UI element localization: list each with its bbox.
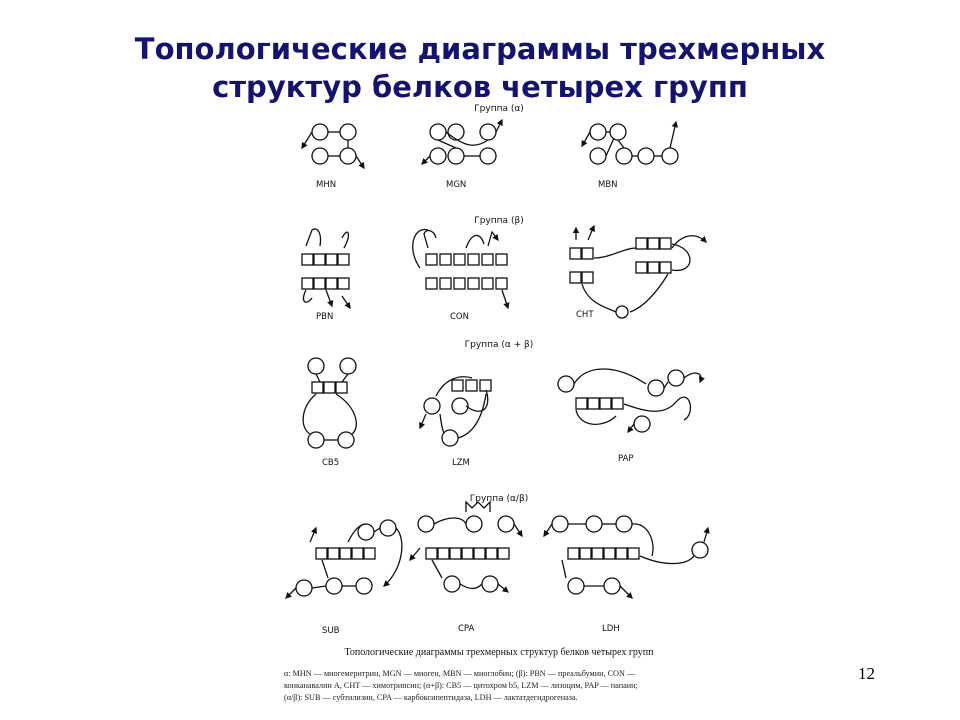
chain-path [488, 232, 498, 246]
strand-box [338, 254, 349, 265]
helix-circle [648, 380, 664, 396]
strand-box [302, 278, 313, 289]
chain-path [460, 584, 482, 589]
strand-box [568, 548, 579, 559]
chain-path [310, 528, 316, 542]
protein-label-mhn: MHN [316, 180, 337, 190]
strand-box [616, 548, 627, 559]
chain-path [424, 231, 436, 248]
legend-line-3: (α/β): SUB — субтилизин, CPA — карбоксипептидаза, LDH — лактатдегидрогеназа. [284, 693, 578, 702]
helix-circle [296, 580, 312, 596]
group-alpha-plus-beta-heading: Группа (α + β) [464, 340, 534, 350]
strand-box [612, 398, 623, 409]
strand-box [336, 382, 347, 393]
chain-path [594, 248, 636, 258]
helix-circle [340, 148, 356, 164]
protein-label-ldh: LDH [602, 624, 620, 634]
strand-box [498, 548, 509, 559]
legend-line-1: α: MHN — миогемеритрин, MGN — миоген, MBN — миоглобин; (β): PBN — преальбумин, CON — [284, 669, 636, 678]
helix-circle [498, 516, 514, 532]
helix-circle [480, 148, 496, 164]
strand-box [452, 380, 463, 391]
helix-circle [638, 148, 654, 164]
chain-path [514, 524, 522, 536]
chain-path [496, 120, 502, 132]
chain-path [672, 244, 690, 270]
group-alpha-over-beta-heading: Группа (α/β) [469, 494, 529, 504]
chain-path [606, 138, 614, 156]
chain-path [342, 296, 350, 308]
strand-box [468, 278, 479, 289]
helix-circle [568, 578, 584, 594]
protein-label-con: CON [450, 312, 469, 322]
strand-box [338, 278, 349, 289]
chain-path [670, 122, 676, 148]
chain-path [304, 290, 312, 302]
helix-circle [558, 376, 574, 392]
strand-box [426, 548, 437, 559]
helix-circle [482, 576, 498, 592]
protein-label-lzm: LZM [452, 458, 470, 468]
chain-path [624, 397, 690, 420]
title-line-2: структур белков четырех групп [212, 70, 748, 104]
chain-path [576, 410, 616, 424]
chain-path [432, 560, 442, 578]
strand-box [660, 262, 671, 273]
chain-path [466, 235, 484, 248]
helix-circle [418, 516, 434, 532]
chain-path [704, 528, 708, 542]
helix-circle [448, 124, 464, 140]
helix-circle [356, 578, 372, 594]
strand-box [636, 238, 647, 249]
chain-path [374, 528, 380, 532]
chain-path [458, 394, 486, 438]
group-beta-heading: Группа (β) [474, 216, 524, 226]
strand-box [450, 548, 461, 559]
protein-label-sub: SUB [322, 626, 340, 636]
strand-box [328, 548, 339, 559]
helix-circle [444, 576, 460, 592]
strand-box [426, 254, 437, 265]
strand-box [426, 278, 437, 289]
strand-box [570, 272, 581, 283]
strand-box [486, 548, 497, 559]
strand-box [600, 398, 611, 409]
helix-circle [668, 370, 684, 386]
helix-circle [604, 578, 620, 594]
figure-caption: Топологические диаграммы трехмерных структур белков четырех групп [344, 647, 654, 658]
helix-circle [312, 124, 328, 140]
helix-circle [312, 148, 328, 164]
slide-number: 12 [858, 664, 875, 683]
strand-box [482, 278, 493, 289]
group-alpha-heading: Группа (α) [474, 104, 524, 114]
topology-figure [276, 98, 722, 710]
protein-label-cb5: CB5 [322, 458, 340, 468]
helix-circle [466, 516, 482, 532]
chain-path [440, 414, 444, 432]
chain-path [356, 156, 364, 168]
protein-label-pbn: PBN [316, 312, 334, 322]
helix-circle [552, 516, 568, 532]
chain-path [544, 524, 552, 536]
helix-circle [340, 124, 356, 140]
strand-box [468, 254, 479, 265]
protein-label-cht: CHT [576, 310, 594, 320]
chain-path [672, 236, 706, 248]
chain-path [326, 290, 332, 306]
helix-circle [590, 148, 606, 164]
strand-box [314, 278, 325, 289]
chain-path [410, 548, 420, 560]
topology-diagrams-drawing [276, 98, 722, 646]
strand-box [480, 380, 491, 391]
strand-box [604, 548, 615, 559]
strand-box [588, 398, 599, 409]
helix-circle [430, 124, 446, 140]
helix-circle [616, 148, 632, 164]
strand-box [326, 278, 337, 289]
helix-circle [380, 520, 396, 536]
legend-line-2: конканавалин A, CHT — химотрипсин; (α+β): CB5 — цитохром b5, LZM — лизоцим, PAP — папаин; [284, 681, 638, 690]
chain-path [302, 132, 312, 148]
strand-box [582, 248, 593, 259]
strand-box [454, 278, 465, 289]
protein-label-cpa: CPA [458, 624, 475, 634]
strand-box [648, 238, 659, 249]
strand-box [570, 248, 581, 259]
chain-path [588, 226, 594, 240]
chain-path [336, 394, 356, 434]
chain-path [620, 586, 632, 598]
strand-box [474, 548, 485, 559]
chain-path [684, 373, 701, 382]
strand-box [440, 278, 451, 289]
chain-path [562, 560, 566, 578]
strand-box [314, 254, 325, 265]
strand-box [580, 548, 591, 559]
helix-circle [448, 148, 464, 164]
strand-box [660, 238, 671, 249]
helix-circle [616, 516, 632, 532]
helix-circle [586, 516, 602, 532]
strand-box [582, 272, 593, 283]
chain-path [312, 586, 326, 588]
strand-box [462, 548, 473, 559]
strand-box [592, 548, 603, 559]
strand-box [340, 548, 351, 559]
helix-circle [430, 148, 446, 164]
chain-path [322, 560, 328, 578]
helix-circle [308, 358, 324, 374]
strand-box [496, 254, 507, 265]
protein-label-mbn: MBN [598, 180, 618, 190]
helix-circle [590, 124, 606, 140]
chain-path [306, 229, 321, 246]
helix-circle [338, 432, 354, 448]
helix-circle [634, 416, 650, 432]
strand-box [364, 548, 375, 559]
helix-circle [340, 358, 356, 374]
chain-path [384, 528, 402, 586]
protein-label-mgn: MGN [446, 180, 467, 190]
helix-circle [452, 398, 468, 414]
strand-box [454, 254, 465, 265]
helix-circle [480, 124, 496, 140]
strand-box [352, 548, 363, 559]
chain-path [422, 156, 430, 164]
chain-path [628, 424, 634, 432]
strand-box [438, 548, 449, 559]
helix-circle [308, 432, 324, 448]
strand-box [636, 262, 647, 273]
chain-path [342, 232, 348, 248]
helix-circle [662, 148, 678, 164]
chain-path [342, 374, 348, 382]
chain-path [574, 369, 646, 384]
figure-legend [284, 668, 720, 704]
chain-path [618, 140, 624, 148]
chain-path [582, 132, 590, 146]
strand-box [628, 548, 639, 559]
strand-box [466, 380, 477, 391]
strand-box [482, 254, 493, 265]
strand-box [324, 382, 335, 393]
title-line-1: Топологические диаграммы трехмерных [134, 32, 826, 66]
strand-box [312, 382, 323, 393]
chain-path [630, 274, 668, 312]
strand-box [326, 254, 337, 265]
helix-circle [692, 542, 708, 558]
helix-circle [610, 124, 626, 140]
strand-box [496, 278, 507, 289]
chain-path [640, 556, 694, 564]
strand-box [576, 398, 587, 409]
chain-path [502, 290, 508, 308]
protein-label-pap: PAP [618, 454, 634, 464]
helix-circle [424, 398, 440, 414]
chain-path [420, 414, 426, 428]
slide-title [0, 30, 960, 106]
strand-box [440, 254, 451, 265]
strand-box [316, 548, 327, 559]
chain-path [632, 524, 653, 556]
chain-path [438, 140, 456, 148]
helix-circle [326, 578, 342, 594]
strand-box [648, 262, 659, 273]
chain-path [498, 584, 508, 592]
chain-path [316, 374, 320, 382]
chain-path [664, 382, 668, 388]
chain-path [434, 518, 466, 524]
helix-circle [616, 306, 628, 318]
chain-path [286, 588, 296, 598]
chain-path [582, 284, 616, 312]
strand-box [302, 254, 313, 265]
chain-path [303, 394, 316, 434]
